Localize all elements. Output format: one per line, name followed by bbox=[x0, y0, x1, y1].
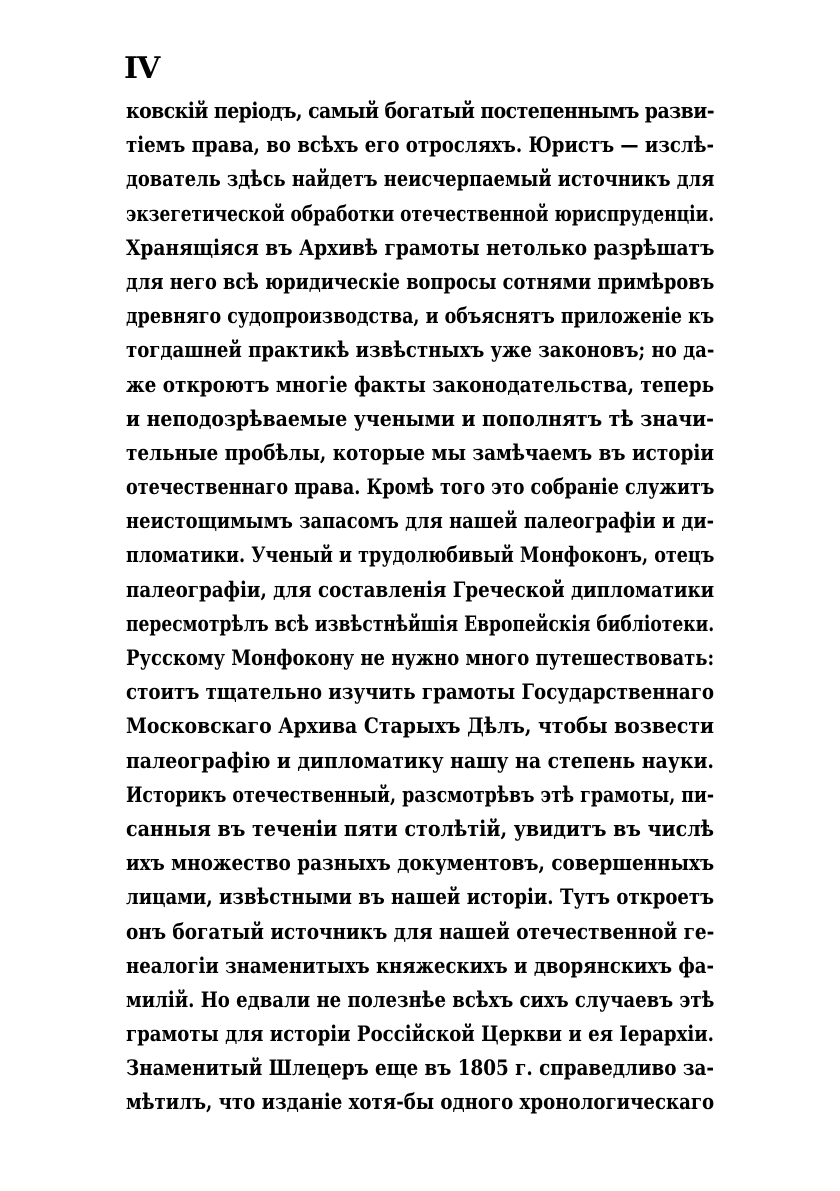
text-line: пересмотрѣлъ всѣ извѣстнѣйшія Европейскія библіотеки. bbox=[126, 610, 715, 636]
text-line: стоитъ тщательно изучить грамоты Государственнаго bbox=[126, 679, 714, 705]
text-line: неалогіи знаменитыхъ княжескихъ и дворянскихъ фа- bbox=[126, 952, 714, 978]
text-line: тельные пробѣлы, которые мы замѣчаемъ въ исторіи bbox=[126, 439, 714, 465]
text-line: Историкъ отечественный, разсмотрѣвъ этѣ грамоты, пи- bbox=[126, 781, 715, 807]
text-line: тогдашней практикѣ извѣстныхъ уже законовъ; но да- bbox=[126, 337, 715, 363]
text-line: лицами, извѣстными въ нашей исторіи. Тутъ откроетъ bbox=[126, 884, 714, 910]
text-line: санныя въ теченіи пяти столѣтій, увидитъ въ числѣ bbox=[126, 815, 714, 841]
text-line: же откроютъ многіе факты законодательства, теперь bbox=[126, 371, 715, 397]
text-line: и неподозрѣваемые учеными и пополнятъ тѣ значи- bbox=[126, 405, 714, 431]
text-line: грамоты для исторіи Россійской Церкви и ея Іерархіи. bbox=[126, 1021, 714, 1047]
text-line: онъ богатый источникъ для нашей отечественной ге- bbox=[126, 918, 715, 944]
text-line: мѣтилъ, что изданіе хотя-бы одного хронологическаго bbox=[126, 1089, 715, 1115]
text-line: отечественнаго права. Кромѣ того это собраніе служитъ bbox=[126, 474, 715, 500]
body-text bbox=[126, 94, 714, 1120]
text-line: неистощимымъ запасомъ для нашей палеографіи и ди- bbox=[126, 508, 714, 534]
page-number: IV bbox=[124, 51, 160, 86]
text-line: для него всѣ юридическіе вопросы сотнями примѣровъ bbox=[126, 268, 715, 294]
text-line: ковскій періодъ, самый богатый постепеннымъ разви- bbox=[126, 98, 715, 123]
text-line: тіемъ права, во всѣхъ его отросляхъ. Юристъ — изслѣ- bbox=[126, 132, 714, 158]
text-line: Русскому Монфокону не нужно много путешествовать: bbox=[126, 645, 715, 670]
text-line: палеографію и дипломатику нашу на степень науки. bbox=[126, 747, 714, 773]
text-line: Знаменитый Шлецеръ еще въ 1805 г. справедливо за- bbox=[126, 1055, 714, 1081]
text-line: древняго судопроизводства, и объяснятъ приложеніе къ bbox=[126, 303, 715, 329]
text-line: палеографіи, для составленія Греческой дипломатики bbox=[126, 576, 715, 602]
text-line: дователь здѣсь найдетъ неисчерпаемый источникъ для bbox=[126, 166, 715, 192]
text-line: Хранящіяся въ Архивѣ грамоты нетолько разрѣшатъ bbox=[126, 234, 715, 260]
text-line: пломатики. Ученый и трудолюбивый Монфоконъ, отецъ bbox=[126, 542, 715, 568]
text-line: Московскаго Архива Старыхъ Дѣлъ, чтобы возвести bbox=[126, 713, 715, 739]
text-line: экзегетической обработки отечественной юриспруденціи. bbox=[126, 200, 715, 226]
text-line: ихъ множество разныхъ документовъ, совершенныхъ bbox=[126, 850, 715, 876]
text-line: милій. Но едвали не полезнѣе всѣхъ сихъ случаевъ этѣ bbox=[126, 986, 715, 1012]
